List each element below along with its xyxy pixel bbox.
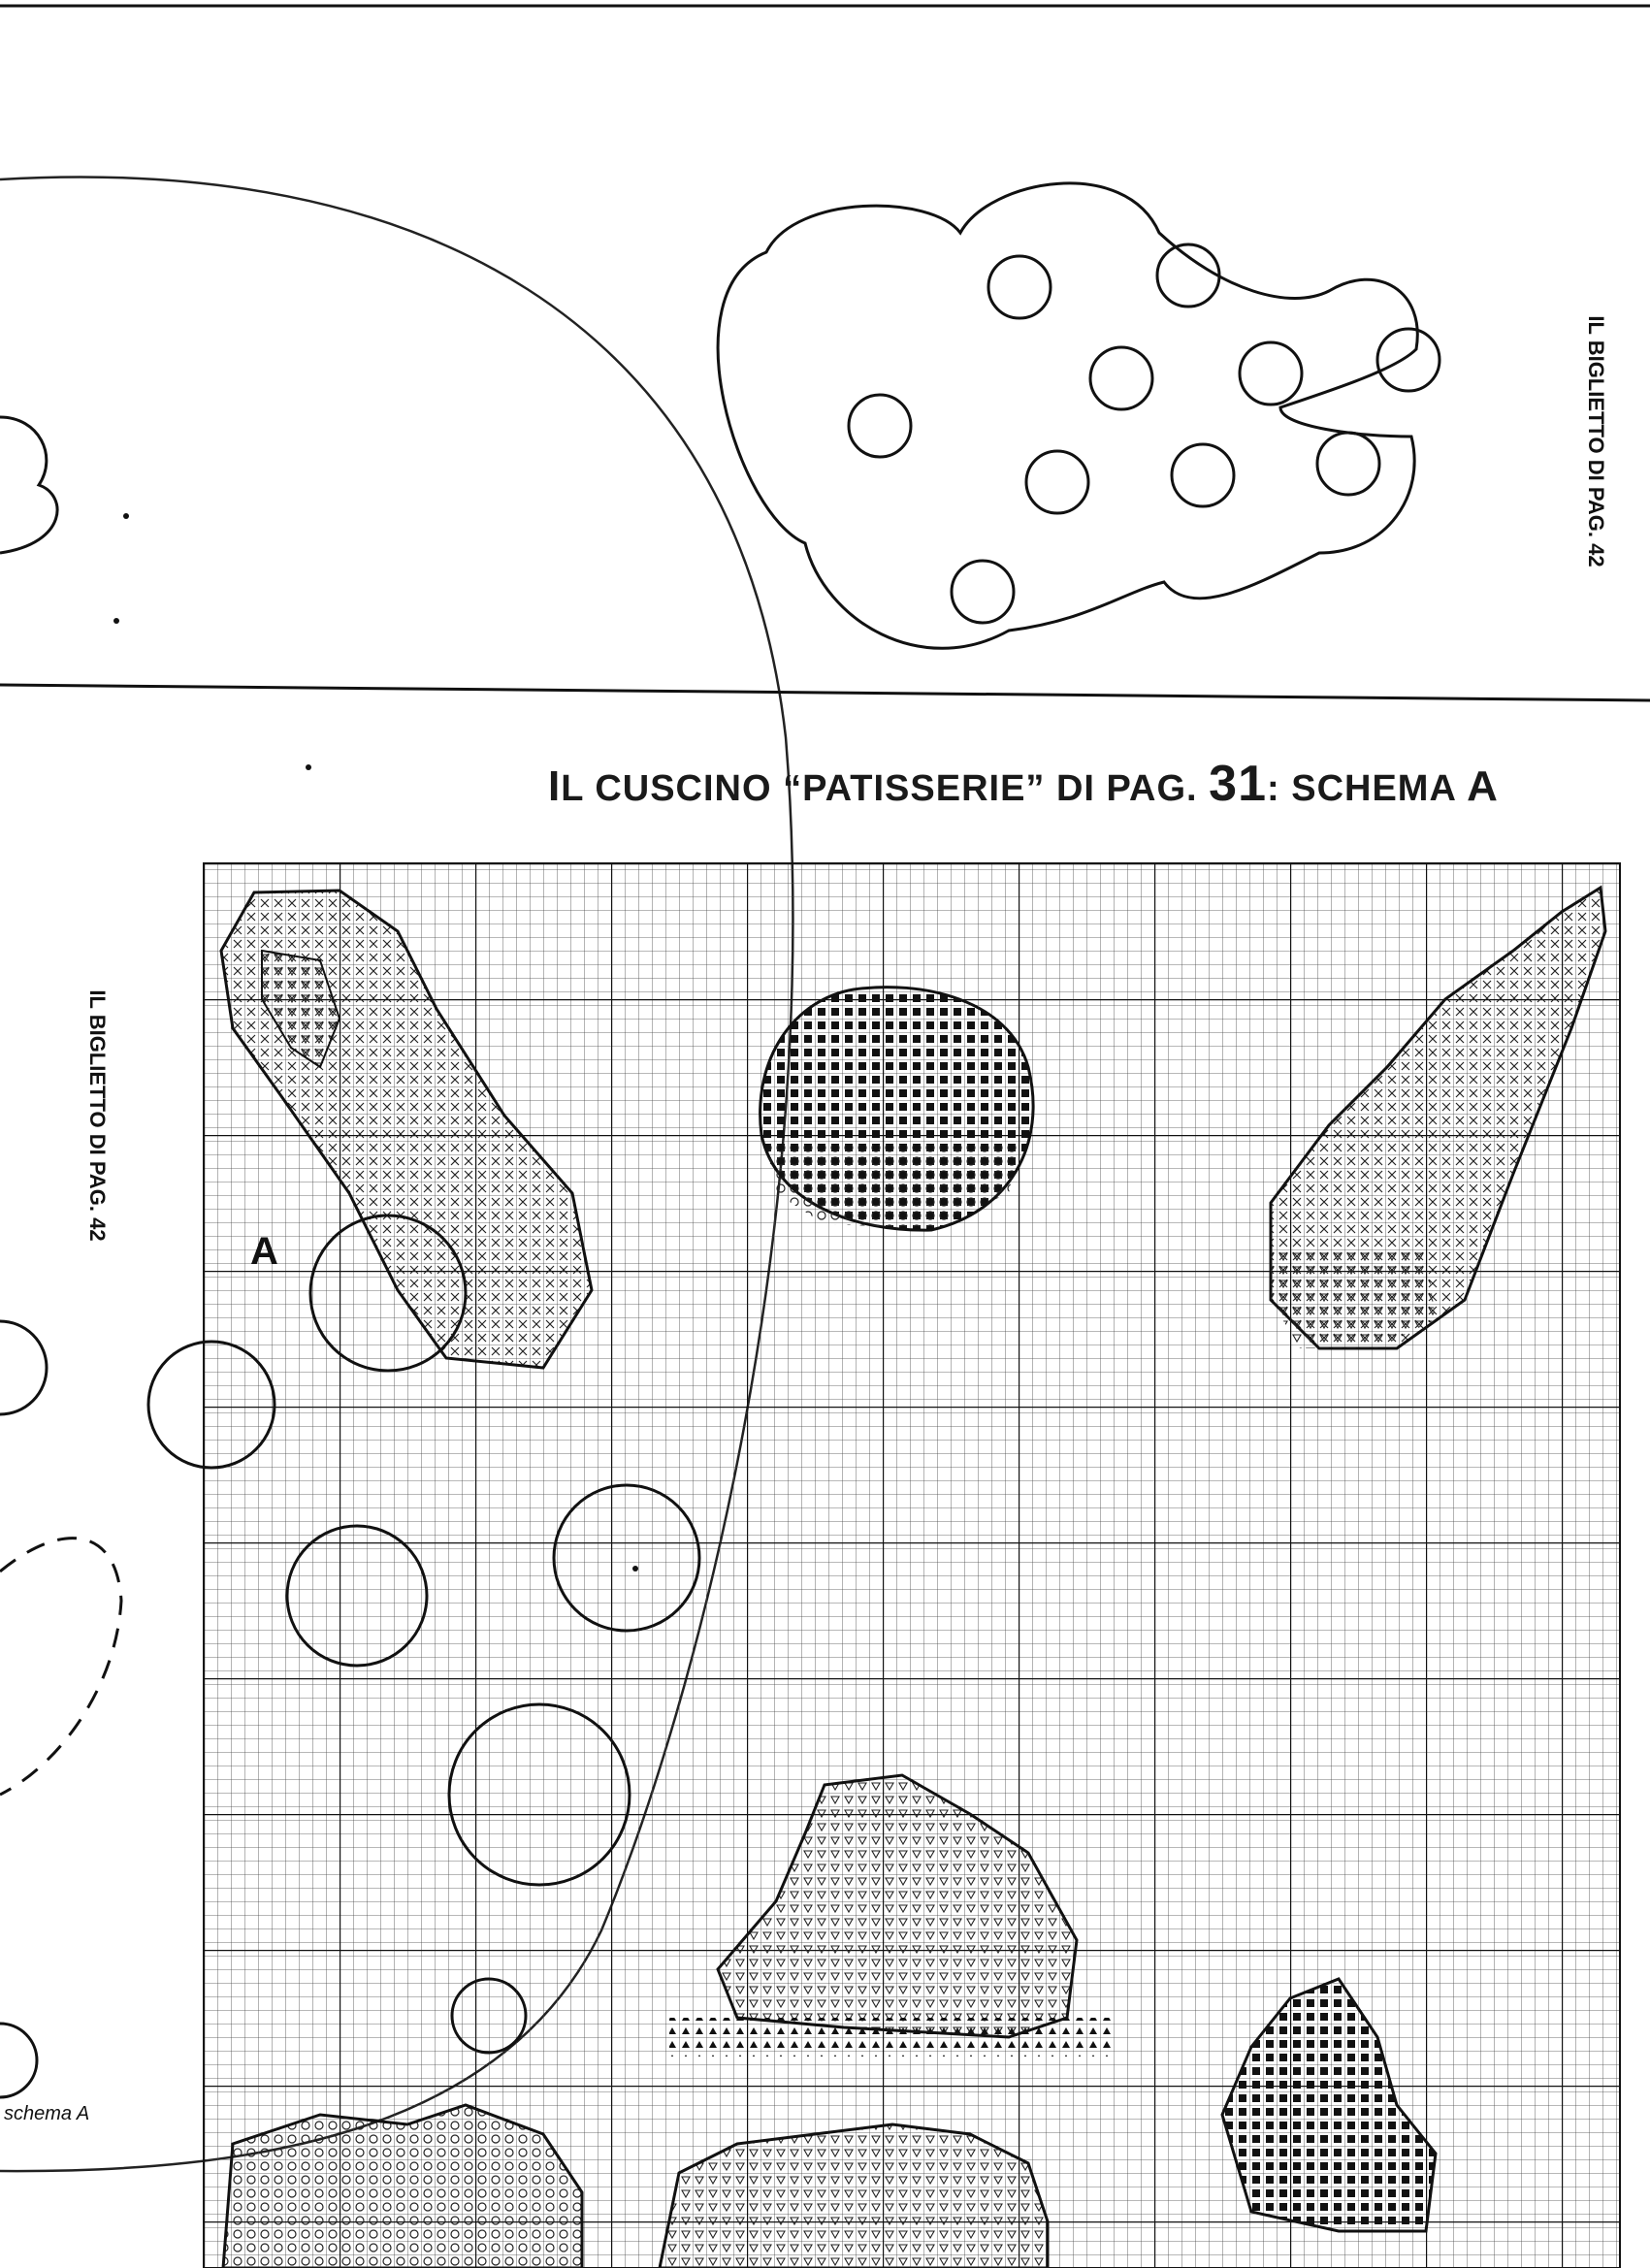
side-label-right-text: IL BIGLIETTO DI PAG. 42 bbox=[1584, 315, 1608, 567]
dashed-outline-shape bbox=[0, 1539, 121, 1795]
title-initial: I bbox=[548, 762, 562, 810]
chart-title bbox=[548, 755, 1499, 813]
bunny-cake-outline bbox=[718, 183, 1417, 648]
section-divider bbox=[0, 685, 1650, 700]
title-part-2: “PATISSERIE” DI PAG. bbox=[783, 768, 1210, 809]
bottom-note: schema A bbox=[4, 2103, 90, 2124]
motif-cream-puff-base bbox=[669, 2018, 1116, 2057]
cake-dots bbox=[849, 244, 1440, 623]
title-page-number: 31 bbox=[1209, 756, 1268, 812]
motif-bottom-row-left bbox=[223, 2105, 582, 2268]
title-part-3: : SCHEMA bbox=[1267, 768, 1468, 809]
side-label-left bbox=[78, 960, 116, 1271]
title-schema-letter: A bbox=[1467, 762, 1499, 810]
grid-marker-a: A bbox=[250, 1230, 278, 1273]
title-part-1: L CUSCINO bbox=[561, 768, 784, 809]
side-label-right bbox=[1576, 291, 1615, 592]
side-label-left-text: IL BIGLIETTO DI PAG. 42 bbox=[85, 989, 110, 1242]
left-cloud-shape bbox=[0, 417, 57, 553]
